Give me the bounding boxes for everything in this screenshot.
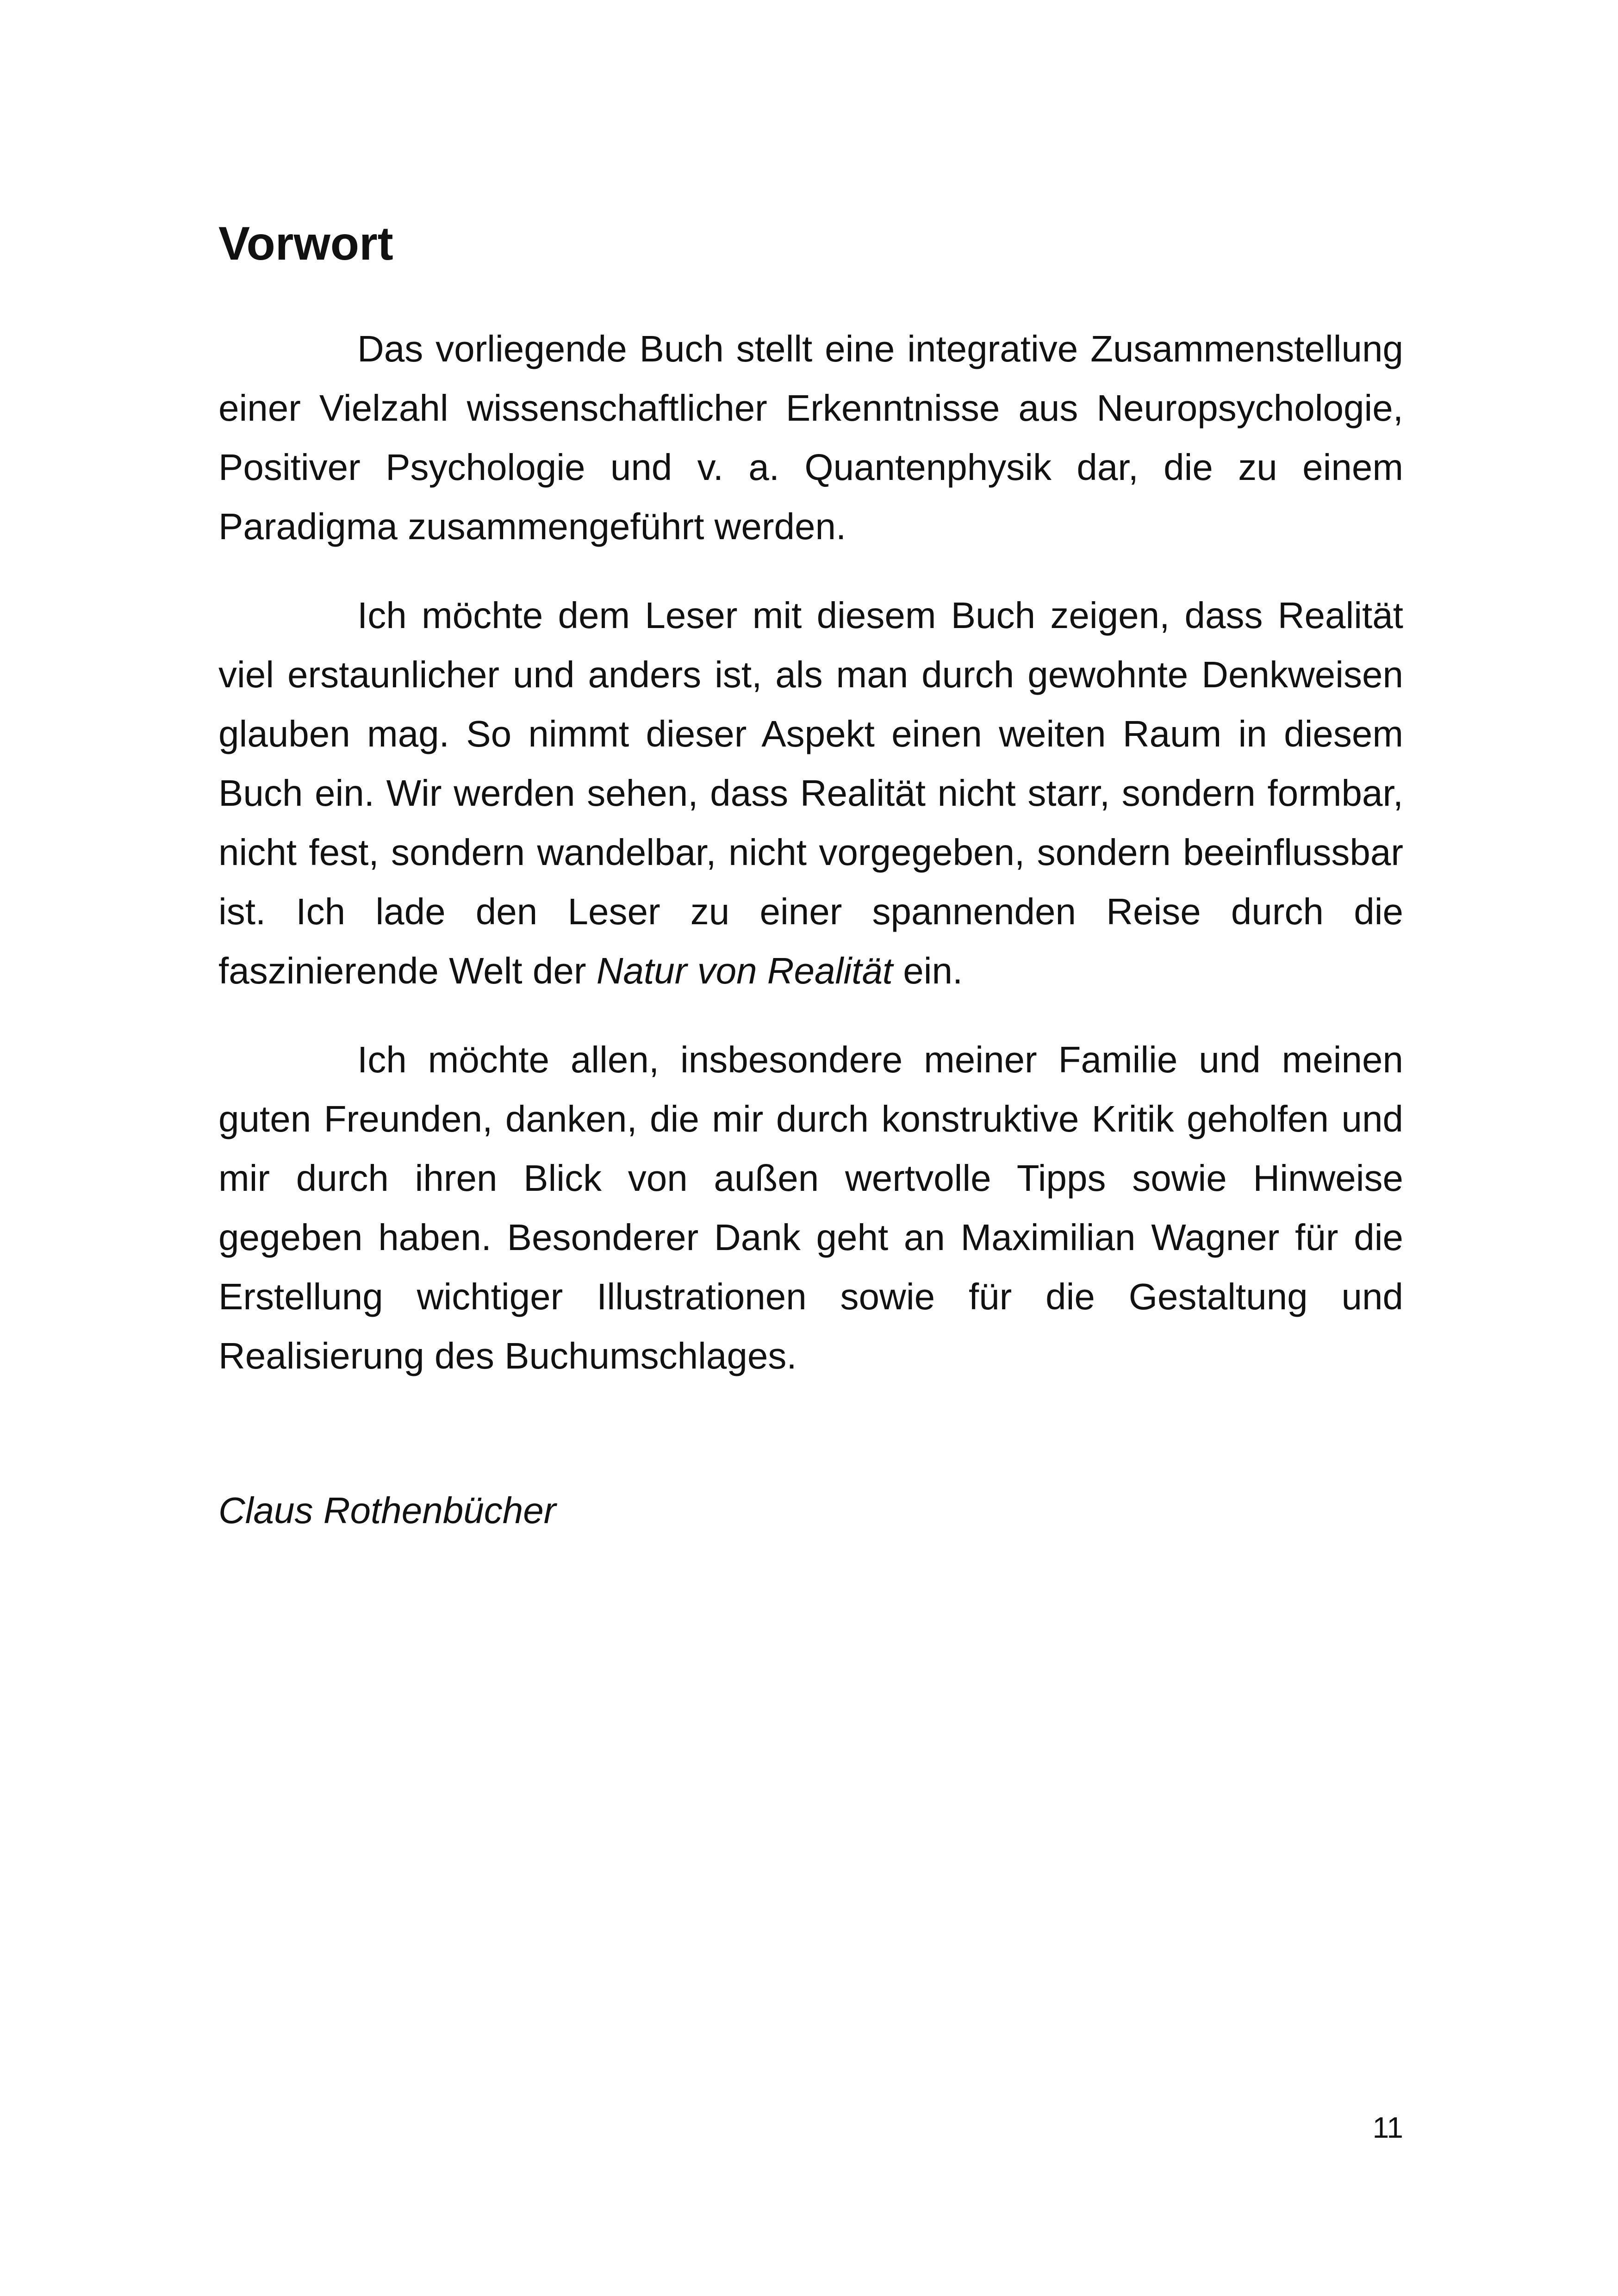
author-signature: Claus Rothenbücher [218, 1490, 556, 1531]
paragraph-1-text: Das vorliegende Buch stellt eine integrative Zusammenstellung einer Vielzahl wissenschaftlicher Erkenntnisse aus Neuropsychologie, Positiver Psychologie und v. a. Quantenphysik dar, die zu einem Paradigma zusammengeführt werden. [218, 328, 1403, 547]
paragraph-2 [218, 586, 1403, 1001]
paragraph-1 [218, 319, 1403, 556]
paragraph-3 [218, 1030, 1403, 1386]
page-number: 11 [1372, 2111, 1403, 2144]
page-heading: Vorwort [218, 217, 393, 270]
paragraph-2-emphasis: Natur von Realität [596, 950, 893, 991]
paragraph-2-text-before: Ich möchte dem Leser mit diesem Buch zeigen, dass Realität viel erstaunlicher und anders ist, als man durch gewohnte Denkweisen glauben mag. So nimmt dieser Aspekt einen weiten Raum in diesem Buch ein. Wir werden sehen, dass Realität nicht starr, sondern formbar, nicht fest, sondern wandelbar, nicht vorgegeben, sondern beeinflussbar ist. Ich lade den Leser zu einer spannenden Reise durch die faszinierende Welt der [218, 595, 1403, 991]
preface-body [218, 319, 1403, 1415]
paragraph-3-text: Ich möchte allen, insbesondere meiner Familie und meinen guten Freunden, danken, die mir durch konstruktive Kritik geholfen und mir durch ihren Blick von außen wertvolle Tipps sowie Hinweise gegeben haben. Besonderer Dank geht an Maximilian Wagner für die Erstellung wichtiger Illustrationen sowie für die Gestaltung und Realisierung des Buchumschlages. [218, 1039, 1403, 1376]
paragraph-2-text-after: ein. [893, 950, 963, 991]
